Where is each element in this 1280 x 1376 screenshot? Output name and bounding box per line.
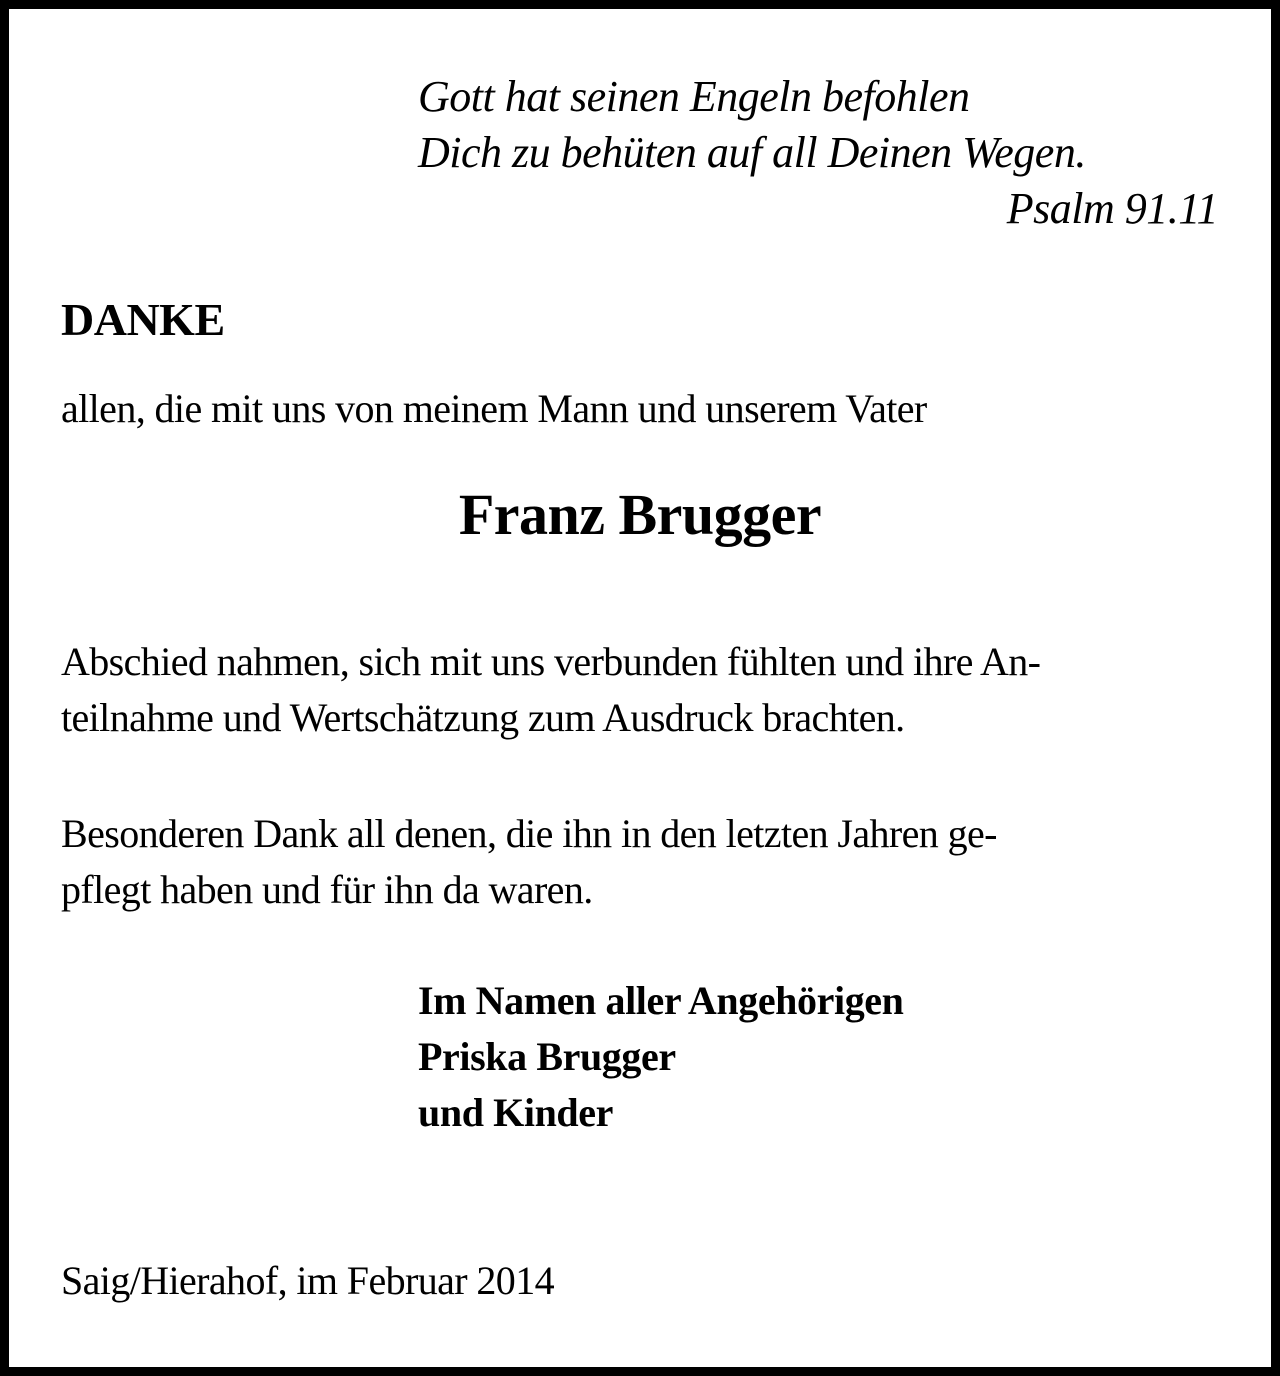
verse-line-2: Dich zu behüten auf all Deinen Wegen. bbox=[418, 128, 1086, 177]
deceased-name: Franz Brugger bbox=[458, 482, 822, 547]
verse-line-1: Gott hat seinen Engeln befohlen bbox=[418, 72, 970, 121]
intro-text: allen, die mit uns von meinem Mann und unserem Vater bbox=[61, 386, 927, 431]
signature-line-1: Im Namen aller Angehörigen bbox=[418, 978, 904, 1023]
place-date: Saig/Hierahof, im Februar 2014 bbox=[61, 1258, 554, 1303]
paragraph-1-line-2: teilnahme und Wertschätzung zum Ausdruck brachten. bbox=[61, 695, 905, 740]
paragraph-2-line-2: pflegt haben und für ihn da waren. bbox=[61, 867, 593, 912]
paragraph-1-line-1: Abschied nahmen, sich mit uns verbunden fühlten und ihre An- bbox=[61, 639, 1041, 684]
signature-line-3: und Kinder bbox=[418, 1090, 613, 1135]
verse-reference: Psalm 91.11 bbox=[1006, 184, 1218, 233]
paragraph-2-line-1: Besonderen Dank all denen, die ihn in den letzten Jahren ge- bbox=[61, 811, 997, 856]
heading-danke: DANKE bbox=[61, 294, 225, 345]
signature-line-2: Priska Brugger bbox=[418, 1034, 676, 1079]
